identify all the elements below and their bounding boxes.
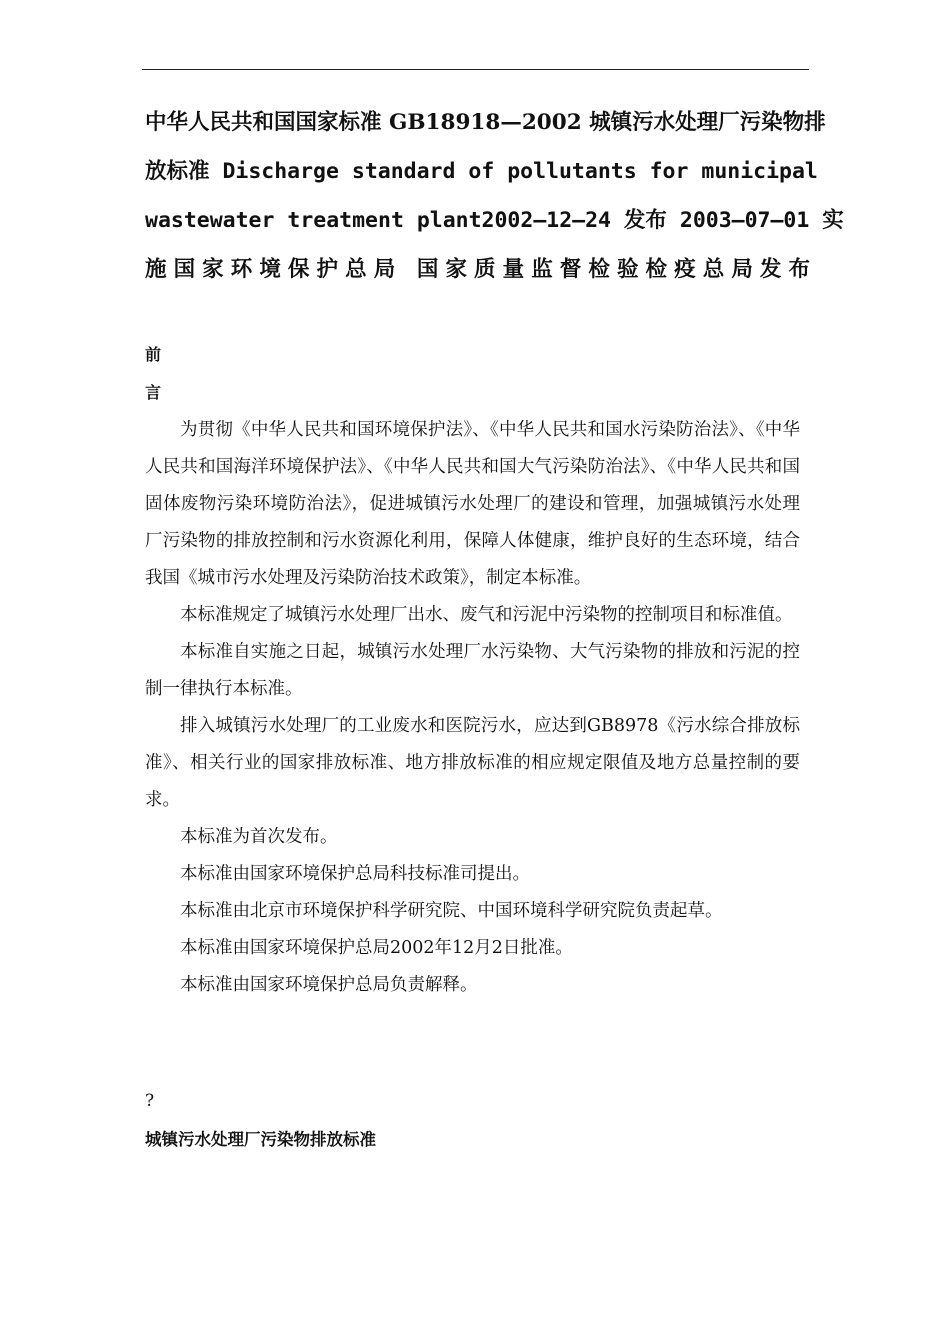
preface-paragraph: 排入城镇污水处理厂的工业废水和医院污水，应达到GB8978《污水综合排放标准》、相关行业的国家排放标准、地方排放标准的相应规定限值及地方总量控制的要求。 — [145, 716, 800, 810]
preface-body — [145, 412, 800, 1004]
preface-paragraph: 本标准由国家环境保护总局科技标准司提出。 — [180, 864, 530, 884]
title-line-1: 中华人民共和国国家标准 GB18918—2002 城镇污水处理厂污染物排 — [145, 110, 826, 135]
preface-paragraph: 本标准由国家环境保护总局负责解释。 — [180, 975, 478, 995]
preface-paragraph: 本标准规定了城镇污水处理厂出水、废气和污泥中污染物的控制项目和标准值。 — [180, 605, 793, 625]
preface-paragraph: 本标准自实施之日起，城镇污水处理厂水污染物、大气污染物的排放和污泥的控制一律执行本标准。 — [145, 642, 800, 699]
stray-question-mark: ? — [145, 1091, 155, 1111]
preface-paragraph: 本标准由国家环境保护总局2002年12月2日批准。 — [180, 938, 573, 958]
preface-paragraph: 本标准由北京市环境保护科学研究院、中国环境科学研究院负责起草。 — [180, 901, 723, 921]
preface-heading-second-char: 言 — [145, 383, 162, 402]
title-line-3: wastewater treatment plant2002—12—24 发布 2003—07—01 实 — [145, 208, 844, 233]
preface-paragraph: 本标准为首次发布。 — [180, 827, 338, 847]
title-line-2: 放标准 Discharge standard of pollutants for municipal — [145, 159, 818, 184]
preface-paragraph: 为贯彻《中华人民共和国环境保护法》、《中华人民共和国水污染防治法》、《中华人民共和国海洋环境保护法》、《中华人民共和国大气污染防治法》、《中华人民共和国固体废物污染环境防治法》，促进城镇污水处理厂的建设和管理，加强城镇污水处理厂污染物的排放控制和污水资源化利用，保障人体健康，维护良好的生态环境，结合我国《城市污水处理及污染防治技术政策》，制定本标准。 — [145, 420, 800, 588]
section-title: 城镇污水处理厂污染物排放标准 — [145, 1130, 376, 1149]
header-rule — [142, 69, 809, 70]
preface-heading-first-char: 前 — [145, 345, 162, 364]
document-title — [145, 98, 844, 294]
title-line-4: 施国家环境保护总局 国家质量监督检验检疫总局发布 — [145, 257, 810, 282]
